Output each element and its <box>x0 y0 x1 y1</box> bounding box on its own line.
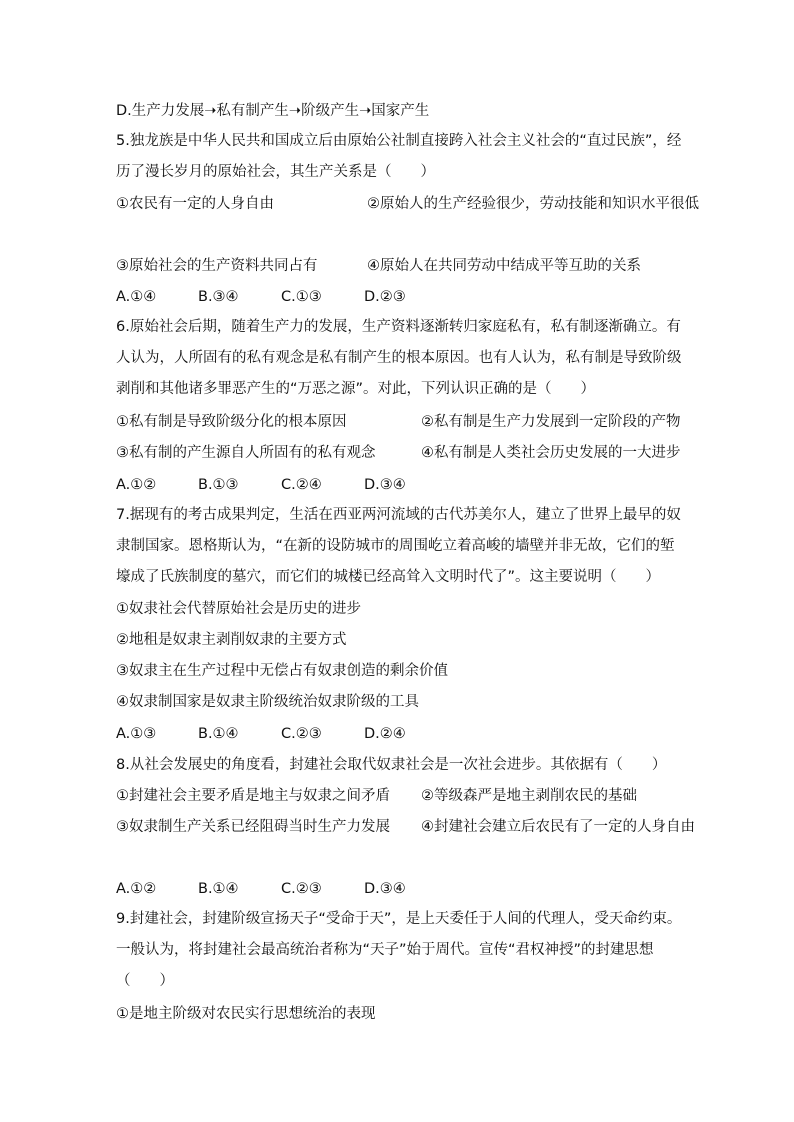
q6-item-3: ③私有制的产生源自人所固有的私有观念 <box>116 445 376 461</box>
q5-stem: 5.独龙族是中华人民共和国成立后由原始公社制直接跨入社会主义社会的“直过民族”，经历了漫长岁月的原始社会，其生产关系是（ ） <box>116 133 682 180</box>
q5-option-a[interactable]: A.①④ <box>116 289 157 305</box>
q8-item-1: ①封建社会主要矛盾是地主与奴隶之间矛盾 <box>116 788 390 804</box>
q6-option-b[interactable]: B.①③ <box>198 477 239 493</box>
q8-option-d[interactable]: D.③④ <box>364 881 406 897</box>
q7-item-3: ③奴隶主在生产过程中无偿占有奴隶创造的剩余价值 <box>116 663 448 679</box>
q8-item-3: ③奴隶制生产关系已经阻碍当时生产力发展 <box>116 819 390 835</box>
q6-stem: 6.原始社会后期，随着生产力的发展，生产资料逐渐转归家庭私有，私有制逐渐确立。有人认为，人所固有的私有观念是私有制产生的根本原因。也有人认为，私有制是导致阶级剥削和其他诸多罪恶产生的“万恶之源”。对此，下列认识正确的是（ ） <box>116 319 682 397</box>
q5-item-1: ①农民有一定的人身自由 <box>116 196 274 212</box>
q5-item-4: ④原始人在共同劳动中结成平等互助的关系 <box>367 258 641 274</box>
q7-item-2: ②地租是奴隶主剥削奴隶的主要方式 <box>116 632 347 648</box>
q6-option-c[interactable]: C.②④ <box>281 477 322 493</box>
q8-stem: 8.从社会发展史的角度看，封建社会取代奴隶社会是一次社会进步。其依据有（ ） <box>116 757 667 773</box>
q8-option-b[interactable]: B.①④ <box>198 881 239 897</box>
q5-item-2: ②原始人的生产经验很少，劳动技能和知识水平很低 <box>367 196 699 212</box>
q7-option-a[interactable]: A.①③ <box>116 726 157 742</box>
q4-option-d: D.生产力发展➝私有制产生➝阶级产生➝国家产生 <box>116 103 430 119</box>
q5-item-3: ③原始社会的生产资料共同占有 <box>116 258 318 274</box>
q9-stem: 9.封建社会，封建阶级宣扬天子“受命于天”，是上天委任于人间的代理人，受天命约束。一般认为，将封建社会最高统治者称为“天子”始于周代。宣传“君权神授”的封建思想（ ） <box>116 911 682 989</box>
q6-option-a[interactable]: A.①② <box>116 477 157 493</box>
q7-item-4: ④奴隶制国家是奴隶主阶级统治奴隶阶级的工具 <box>116 694 419 710</box>
q6-item-1: ①私有制是导致阶级分化的根本原因 <box>116 414 347 430</box>
q7-option-b[interactable]: B.①④ <box>198 726 239 742</box>
q7-option-c[interactable]: C.②③ <box>281 726 322 742</box>
q8-option-a[interactable]: A.①② <box>116 881 157 897</box>
q6-option-d[interactable]: D.③④ <box>364 477 406 493</box>
q7-stem: 7.据现有的考古成果判定，生活在西亚两河流域的古代苏美尔人，建立了世界上最早的奴隶制国家。恩格斯认为，“在新的设防城市的周围屹立着高峻的墙壁并非无故，它们的堑壕成了氏族制度的墓穴，而它们的城楼已经高耸入文明时代了”。这主要说明（ ） <box>116 507 681 585</box>
q8-item-4: ④封建社会建立后农民有了一定的人身自由 <box>421 819 695 835</box>
q5-option-c[interactable]: C.①③ <box>281 289 322 305</box>
q7-option-d[interactable]: D.②④ <box>364 726 406 742</box>
q5-option-b[interactable]: B.③④ <box>198 289 239 305</box>
q9-item-1: ①是地主阶级对农民实行思想统治的表现 <box>116 1006 376 1022</box>
q7-item-1: ①奴隶社会代替原始社会是历史的进步 <box>116 601 361 617</box>
q6-item-4: ④私有制是人类社会历史发展的一大进步 <box>421 445 681 461</box>
q8-option-c[interactable]: C.②③ <box>281 881 322 897</box>
q5-option-d[interactable]: D.②③ <box>364 289 406 305</box>
q8-item-2: ②等级森严是地主剥削农民的基础 <box>421 788 637 804</box>
q6-item-2: ②私有制是生产力发展到一定阶段的产物 <box>421 414 681 430</box>
